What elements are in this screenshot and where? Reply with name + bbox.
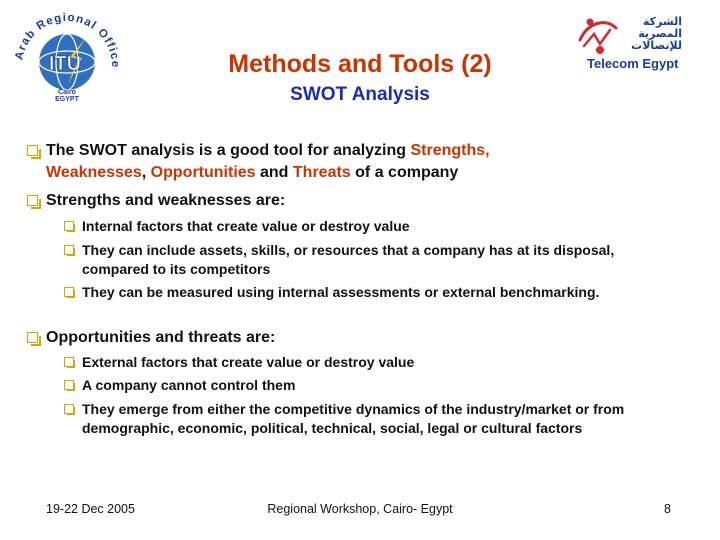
- bullet-box-icon: [27, 145, 38, 156]
- footer-date: 19-22 Dec 2005: [46, 502, 135, 516]
- footer-event: Regional Workshop, Cairo- Egypt: [267, 502, 453, 516]
- bullet-opportunities-threats: Opportunities and threats are:: [46, 327, 666, 349]
- sub-bullet-box-icon: [64, 287, 74, 297]
- sub-bullet-box-icon: [64, 245, 74, 255]
- itu-city-text: Cairo: [58, 89, 76, 96]
- sub-bullet-box-icon: [64, 221, 74, 231]
- telecom-egypt-arabic-name: الشركة المصرية للإتصالات: [631, 16, 682, 52]
- bullet-strengths-weaknesses: Strengths and weaknesses are:: [46, 190, 666, 212]
- slide-title: Methods and Tools (2): [228, 50, 492, 78]
- sub-bullet: External factors that create value or destroy value: [82, 353, 682, 372]
- page-number: 8: [664, 502, 671, 516]
- slide-subtitle: SWOT Analysis: [290, 84, 430, 105]
- sub-bullet-box-icon: [64, 404, 74, 414]
- sub-bullet-box-icon: [64, 380, 74, 390]
- sub-bullet: They can include assets, skills, or resources that a company has at its disposal, compared to its competitors: [82, 241, 682, 279]
- bullet-swot-intro: The SWOT analysis is a good tool for analyzing Strengths, Weaknesses, Opportunities and Threats of a company: [46, 140, 666, 184]
- itu-country-text: EGYPT: [55, 96, 79, 103]
- sub-bullet: They emerge from either the competitive dynamics of the industry/market or from demographic, economic, political, technical, social, legal or cultural factors: [82, 400, 682, 438]
- bullet-box-icon: [27, 195, 38, 206]
- sub-bullet: They can be measured using internal assessments or external benchmarking.: [82, 283, 682, 302]
- sub-bullet-box-icon: [64, 357, 74, 367]
- itu-ring-text: Arab Regional Office: [13, 11, 122, 69]
- telecom-egypt-name: Telecom Egypt: [587, 56, 679, 71]
- telecom-egypt-swoosh-icon: [580, 23, 616, 40]
- sub-bullet: Internal factors that create value or destroy value: [82, 217, 682, 236]
- sub-bullet: A company cannot control them: [82, 376, 682, 395]
- itu-center-text: ITU: [48, 53, 82, 75]
- bullet-box-icon: [27, 332, 38, 343]
